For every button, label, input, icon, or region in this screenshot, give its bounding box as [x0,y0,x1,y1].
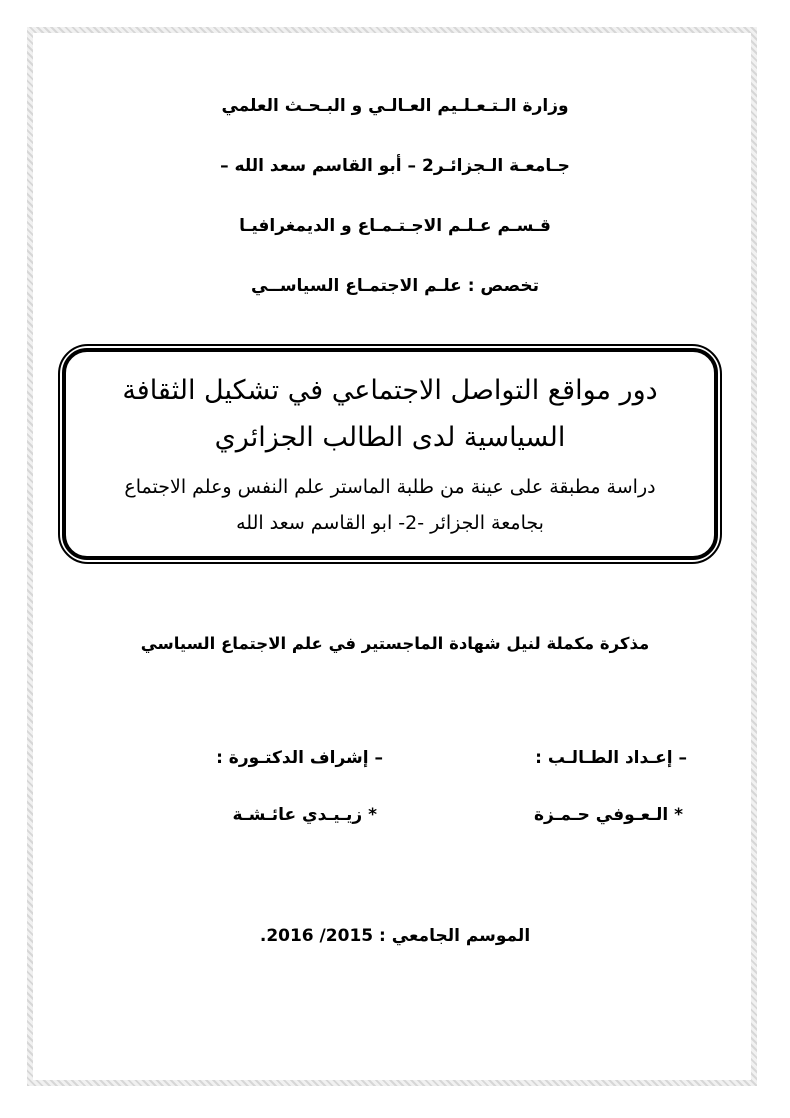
academic-year-line: الموسم الجامعي : 2015/ 2016. [259,926,531,946]
thesis-subtitle-line-2: بجامعة الجزائر -2- ابو القاسم سعد الله [236,512,544,534]
title-box-inner-border [62,348,718,560]
student-label: – إعـداد الطـالـب : [535,748,687,768]
memo-line: مذكرة مكملة لنيل شهادة الماجستير في علم الاجتماع السياسي [140,634,650,653]
thesis-title-line-1: دور مواقع التواصل الاجتماعي في تشكيل الثقافة [122,375,658,406]
student-name: * الـعـوفي حـمـزة [533,805,683,825]
university-line: جـامعـة الـجزائـر2 – أبو القاسم سعد الله – [220,156,570,176]
thesis-subtitle-line-1: دراسة مطبقة على عينة من طلبة الماستر علم النفس وعلم الاجتماع [124,476,656,498]
specialty-line: تخصص : علـم الاجتمـاع السياســي [251,276,539,296]
title-box [58,344,722,564]
supervisor-name: * زيـيـدي عائـشـة [232,805,377,825]
ministry-line: وزارة الـتـعـلـيم العـالـي و البـحـث العلمي [221,96,569,116]
supervisor-label: – إشراف الدكتـورة : [216,748,383,768]
thesis-title-line-2: السياسية لدى الطالب الجزائري [214,422,566,453]
department-line: قـسـم عـلـم الاجـتـمـاع و الديمغرافيـا [239,216,551,236]
